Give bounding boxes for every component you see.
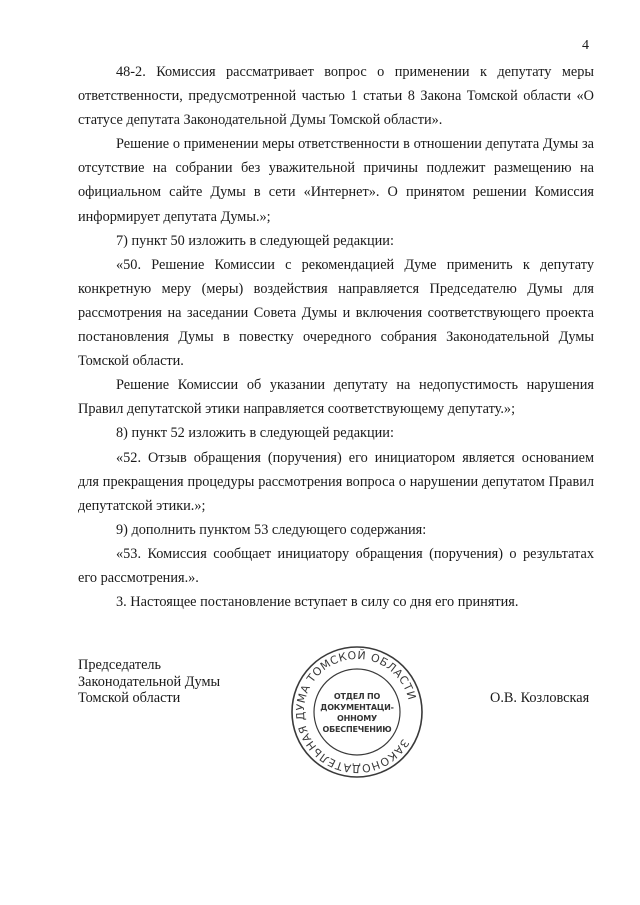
page-number: 4 (582, 38, 589, 53)
signer-title-line3: Томской области (78, 690, 181, 706)
svg-text:ОБЕСПЕЧЕНИЮ: ОБЕСПЕЧЕНИЮ (322, 725, 392, 734)
paragraph-decision-absence: Решение о применении меры ответственности в отношении депутата Думы за отсутствие на собрании без уважительной причины подлежит размещению на официальном сайте Думы в сети «Интернет». О принятом решении Комиссия информирует депутата Думы.»; (78, 136, 594, 225)
svg-text:ОТДЕЛ ПО: ОТДЕЛ ПО (333, 692, 381, 701)
body-text (78, 60, 594, 614)
stamp-center-text (320, 692, 393, 734)
paragraph-item-7: 7) пункт 50 изложить в следующей редакции: (116, 232, 394, 249)
paragraph-ethics-notice: Решение Комиссии об указании депутату на недопустимость нарушения Правил депутатской этики направляется соответствующему депутату.»; (78, 377, 594, 418)
stamp-ring-text: ЗАКОНОДАТЕЛЬНАЯ ДУМА ТОМСКОЙ ОБЛАСТИ (293, 648, 419, 776)
paragraph-effective: 3. Настоящее постановление вступает в силу со дня его принятия. (116, 594, 519, 611)
paragraph-item-9: 9) дополнить пунктом 53 следующего содержания: (116, 521, 427, 538)
signature-block (78, 657, 220, 707)
signer-name: О.В. Козловская (490, 690, 590, 706)
paragraph-item-8: 8) пункт 52 изложить в следующей редакции: (116, 425, 394, 442)
paragraph-point-52: «52. Отзыв обращения (поручения) его инициатором является основанием для прекращения процедуры рассмотрения вопроса о нарушении депутатом Правил депутатской этики.»; (78, 449, 594, 514)
paragraph-point-53: «53. Комиссия сообщает инициатору обращения (поручения) о результатах его рассмотрения.». (78, 545, 594, 586)
signer-title-line2: Законодательной Думы (78, 673, 221, 690)
paragraph-48-2: 48-2. Комиссия рассматривает вопрос о применении к депутату меры ответственности, предусмотренной частью 1 статьи 8 Закона Томской области «О статусе депутата Законодательной Думы Томской области». (78, 64, 594, 129)
paragraph-point-50: «50. Решение Комиссии с рекомендацией Думе применить к депутату конкретную меру (меры) воздействия направляется Председателю Думы для рассмотрения на заседании Совета Думы и включения соответствующего проекта постановления Думы в повестку очередного собрания Законодательной Думы Томской области. (78, 256, 594, 370)
svg-text:ДОКУМЕНТАЦИ-: ДОКУМЕНТАЦИ- (320, 703, 394, 712)
svg-text:ОННОМУ: ОННОМУ (337, 714, 377, 723)
signer-title-line1: Председатель (78, 657, 162, 673)
stamp-seal-icon (288, 643, 426, 781)
svg-text:ЗАКОНОДАТЕЛЬНАЯ ДУМА ТОМСКОЙ О (288, 643, 426, 781)
official-stamp (288, 643, 426, 781)
